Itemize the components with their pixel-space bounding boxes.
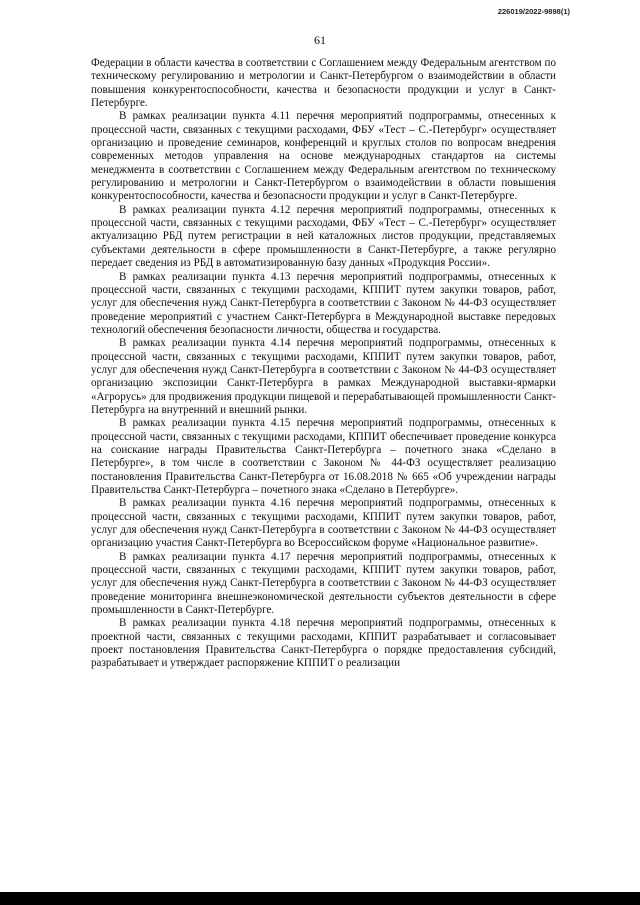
document-body — [91, 57, 556, 671]
paragraph-item-4-16: В рамках реализации пункта 4.16 перечня мероприятий подпрограммы, отнесенных к процессной части, связанных с текущими расходами, КППИТ путем закупки товаров, работ, услуг для обеспечения нужд Санкт-Петербурга в соответствии с Законом № 44-ФЗ осуществляет организацию участия Санкт-Петербурга во Всероссийском форуме «Национальное развитие». — [91, 497, 556, 550]
paragraph-item-4-13: В рамках реализации пункта 4.13 перечня мероприятий подпрограммы, отнесенных к процессной части, связанных с текущими расходами, КППИТ путем закупки товаров, работ, услуг для обеспечения нужд Санкт-Петербурга в соответствии с Законом № 44-ФЗ осуществляет проведение мероприятий с участием Санкт-Петербурга в Международной выставке передовых технологий обеспечения безопасности личности, общества и государства. — [91, 270, 556, 336]
page-number: 61 — [314, 33, 326, 47]
paragraph-continuation: Федерации в области качества в соответствии с Соглашением между Федеральным агентством по техническому регулированию и метрологии и Санкт-Петербургом о взаимодействии в области повышения конкурентоспособности, качества и безопасности продукции и услуг в Санкт-Петербурге. — [91, 57, 556, 110]
paragraph-item-4-15: В рамках реализации пункта 4.15 перечня мероприятий подпрограммы, отнесенных к процессной части, связанных с текущими расходами, КППИТ обеспечивает проведение конкурса на соискание награды Правительства Санкт-Петербурга – почетного знака «Сделано в Петербурге», в том числе в соответствии с Законом № 44-ФЗ осуществляет реализацию постановления Правительства Санкт-Петербурга от 16.08.2018 № 665 «Об учреждении награды Правительства Санкт-Петербурга – почетного знака «Сделано в Петербурге». — [91, 417, 556, 496]
paragraph-item-4-11: В рамках реализации пункта 4.11 перечня мероприятий подпрограммы, отнесенных к процессной части, связанных с текущими расходами, ФБУ «Тест – С.-Петербург» осуществляет организацию и проведение семинаров, конференций и круглых столов по вопросам внедрения современных методов управления на основе международных стандартов на системы менеджмента в соответствии с Соглашением между Федеральным агентством по техническому регулированию и метрологии и Санкт-Петербургом о взаимодействии в области повышения конкурентоспособности, качества и безопасности продукции и услуг в Санкт-Петербурге. — [91, 110, 556, 203]
document-registration-code: 226019/2022-9898(1) — [497, 7, 570, 16]
paragraph-item-4-17: В рамках реализации пункта 4.17 перечня мероприятий подпрограммы, отнесенных к процессной части, связанных с текущими расходами, КППИТ путем закупки товаров, работ, услуг для обеспечения нужд Санкт-Петербурга в соответствии с Законом № 44-ФЗ осуществляет проведение мониторинга внешнеэкономической деятельности субъектов деятельности в сфере промышленности в Санкт-Петербурге. — [91, 550, 556, 617]
scan-bottom-edge — [0, 892, 640, 905]
paragraph-item-4-18: В рамках реализации пункта 4.18 перечня мероприятий подпрограммы, отнесенных к проектной части, связанных с текущими расходами, КППИТ разрабатывает и согласовывает проект постановления Правительства Санкт-Петербурга о порядке предоставления субсидий, разрабатывает и утверждает распоряжение КППИТ о реализации — [91, 617, 556, 670]
paragraph-item-4-12: В рамках реализации пункта 4.12 перечня мероприятий подпрограммы, отнесенных к процессной части, связанных с текущими расходами, ФБУ «Тест – С.-Петербург» осуществляет актуализацию РБД путем регистрации в ней каталожных листов продукции, представляемых субъектами деятельности в сфере промышленности в Санкт-Петербурге, а также регулярно передает сведения из РБД в автоматизированную базу данных «Продукция России». — [91, 203, 556, 270]
paragraph-item-4-14: В рамках реализации пункта 4.14 перечня мероприятий подпрограммы, отнесенных к процессной части, связанных с текущими расходами, КППИТ путем закупки товаров, работ, услуг для обеспечения нужд Санкт-Петербурга в соответствии с Законом № 44-ФЗ осуществляет организацию экспозиции Санкт-Петербурга в рамках Международной выставки-ярмарки «Агрорусь» для продвижения продукции пищевой и перерабатывающей промышленности Санкт-Петербурга на внутренний и внешний рынки. — [91, 337, 556, 416]
